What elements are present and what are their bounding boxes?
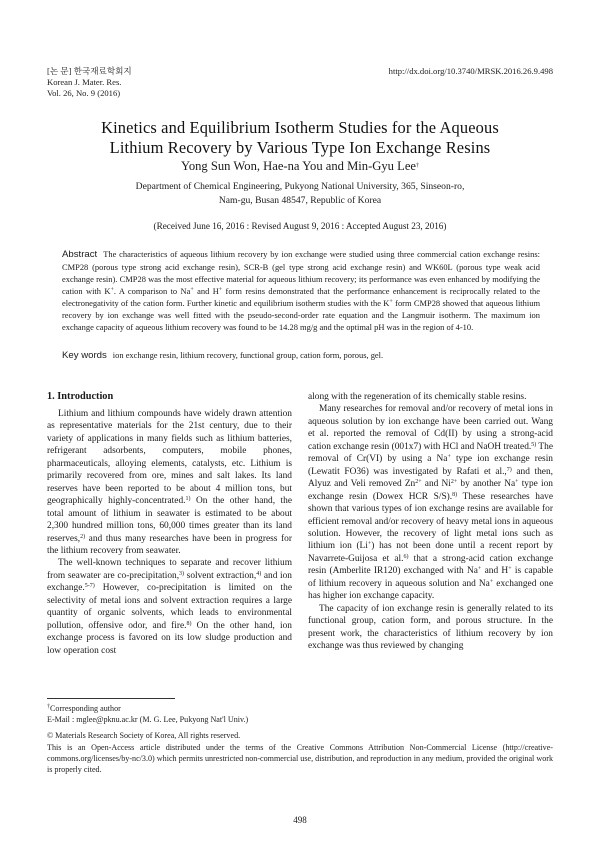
affiliation	[0, 180, 600, 207]
author-email: E-Mail : mglee@pknu.ac.kr (M. G. Lee, Pukyong Nat'l Univ.)	[47, 715, 249, 724]
text: and ion exchange.	[47, 570, 292, 594]
sup: +	[508, 566, 512, 573]
journal-volume: Vol. 26, No. 9 (2016)	[47, 88, 121, 98]
footnote-text: Corresponding author	[50, 704, 121, 713]
affiliation-line-2: Nam-gu, Busan 48547, Republic of Korea	[218, 194, 382, 206]
sup: +	[389, 299, 393, 306]
page-number: 498	[293, 815, 307, 825]
text: by another Na	[457, 479, 516, 490]
text: and thus many researches have been in progress for the lithium recovery from seawater.	[47, 533, 292, 556]
citation: 6)	[403, 553, 409, 560]
sup: 2+	[450, 479, 458, 486]
section-title-introduction: 1. Introduction	[47, 391, 114, 402]
abstract	[62, 248, 540, 333]
paragraph: The capacity of ion exchange resin is generally related to its functional group, cation form, and porous structure. In the present work, the characteristics of lithium recovery by ion exchange was thus reviewed by changing	[308, 603, 553, 652]
authors-text: Yong Sun Won, Hae-na You and Min-Gyu Lee	[181, 159, 416, 173]
citation: 8)	[452, 491, 458, 498]
sup: +	[218, 287, 223, 294]
author-list	[0, 159, 600, 174]
journal-header	[47, 66, 132, 99]
text: However, co-precipitation is limited on the selectivity of metal ions and solvent extraction requires a large quantity of organic solvents, which leads to environmental pollution, offensive odor, and fire.	[47, 583, 292, 631]
text: On the other hand, ion exchange process is favored on its low sludge production and low operation cost	[47, 620, 292, 656]
sup: +	[447, 454, 451, 461]
text: ) has not been done until a recent report by Navarrete-Guijosa et al.	[308, 541, 553, 564]
copyright-notice: © Materials Research Society of Korea, All rights reserved.	[47, 731, 241, 740]
text: and H	[481, 566, 509, 577]
abstract-label: Abstract	[62, 249, 98, 260]
corresponding-author-note	[47, 703, 121, 714]
license-notice: This is an Open-Access article distributed under the terms of the Creative Commons Attribution Non-Commercial License (http://creative-commons.org/licenses/by-nc/3.0) which permits unrestricted non-commercial use, distribution, and reproduction in any medium, provided the original work is properly cited.	[47, 743, 553, 775]
paragraph	[47, 557, 292, 657]
citation: 2)	[80, 533, 86, 540]
right-column	[308, 391, 553, 653]
text: On the other hand, the total amount of lithium in seawater is estimated to be about 2,300 hundred million tons, 60,000 times greater than its land reserves,	[47, 496, 292, 544]
abstract-text: form CMP28 showed that aqueous lithium recovery by ion exchange was well fitted with the pseudo-second-order rate equation and the Langmuir isotherm. The maximum ion exchange capacity of aqueous lithium recovery was found to be 14.28 mg/g and the optimal pH was in the region of 4-10.	[62, 298, 541, 333]
keywords-text: ion exchange resin, lithium recovery, functional group, cation form, porous, gel.	[112, 350, 384, 360]
title-line-2: Lithium Recovery by Various Type Ion Exchange Resins	[109, 137, 491, 157]
text: These researches have shown that various types of ion exchange resins are available for efficient removal and/or recovery of heavy metal ions in aqueous solution. However, the recovery of light metal ions such as lithium ion (Li	[308, 491, 553, 552]
text: Lithium and lithium compounds have widely drawn attention as representative materials for the 21st century, due to their variety of applications in many fields such as lithium batteries, refrigerant adsorbents, computers, mobile phones, pharmaceuticals, alloying elements, catalysts, etc. Lithium is primarily recovered from ore, mines and salt lakes. Its land reserves have been reported to be about 4 million tons, but geographically highly-concentrated.	[47, 409, 292, 507]
abstract-text: form resins demonstrated that the performance enhancement is reciprocally related to the electronegativity of the cation form. Further kinetic and equilibrium isotherm studies with the K	[62, 286, 541, 309]
text: that a strong-acid cation exchange resin (Amberlite IR120) exchanged with Na	[308, 553, 553, 577]
sup: +	[110, 287, 114, 294]
citation: 3)	[179, 570, 185, 577]
paragraph: along with the regeneration of its chemically stable resins.	[308, 392, 527, 402]
sup: 2+	[415, 479, 422, 486]
keywords-label: Key words	[62, 350, 107, 361]
journal-name-english: Korean J. Mater. Res.	[47, 77, 122, 87]
corresponding-author-mark: †	[47, 704, 50, 710]
received-dates: (Received June 16, 2016 : Revised August 9, 2016 : Accepted August 23, 2016)	[153, 221, 447, 231]
citation: 1)	[185, 496, 191, 503]
text: solvent extraction,	[184, 570, 257, 581]
citation: 8)	[186, 620, 192, 627]
affiliation-line-1: Department of Chemical Engineering, Pukyong National University, 365, Sinseon-ro,	[135, 181, 465, 192]
abstract-text: . A comparison to Na	[113, 286, 191, 297]
sup: +	[489, 578, 494, 585]
corresponding-author-mark: †	[416, 163, 419, 169]
text: The well-known techniques to separate and recover lithium from seawater are co-precipitation,	[47, 558, 292, 581]
title-line-1: Kinetics and Equilibrium Isotherm Studies for the Aqueous	[101, 118, 499, 137]
citation: 7)	[506, 466, 512, 473]
text: type ion exchange resin (Dowex HCR S/S).	[308, 479, 553, 502]
text: Many researches for removal and/or recovery of metal ions in aqueous solution by ion exchange have been carried out. Wang et al. reported the removal of Cd(II) by using a strong-acid cation exchange resin (001x7) with HCl and NaOH treated.	[308, 404, 553, 452]
sup: +	[477, 566, 482, 573]
footnote-divider	[47, 698, 175, 699]
paragraph	[308, 403, 553, 602]
text: is capable of lithium recovery in aqueous solution and Na	[308, 566, 554, 589]
paragraph	[47, 408, 292, 557]
sup: +	[367, 541, 372, 548]
citation: 4)	[256, 570, 262, 577]
text: The removal of Cr(VI) by using a Na	[308, 441, 553, 465]
left-column	[47, 408, 292, 657]
journal-name-korean: [논 문] 한국재료학회지	[47, 66, 132, 76]
sup: +	[190, 287, 194, 294]
citation: 5-7)	[84, 583, 95, 590]
abstract-text: The characteristics of aqueous lithium recovery by ion exchange were studied using three commercial cation exchange resins: CMP28 (porous type strong acid exchange resin), SCR-B (gel type strong acid exchange resin) and WK60L (porous type weak acid exchange resin). CMP28 was the most effective material for aqueous lithium recovery; its performance was even enhanced by modifying the cation with K	[62, 249, 540, 297]
text: exchanged one has higher ion exchange capacity.	[308, 578, 553, 602]
text: and then, Alyuz and Veli removed Zn	[308, 466, 553, 490]
paper-title	[0, 118, 600, 157]
sup: +	[515, 479, 519, 486]
keywords	[62, 350, 540, 361]
text: and Ni	[421, 479, 451, 490]
abstract-text: and H	[193, 286, 219, 297]
citation: 5)	[531, 441, 537, 448]
doi-link[interactable]: http://dx.doi.org/10.3740/MRSK.2016.26.9.498	[388, 66, 553, 76]
text: type ion exchange resin (Lewatit FO36) was investigated by Rafati et al.,	[308, 454, 553, 477]
